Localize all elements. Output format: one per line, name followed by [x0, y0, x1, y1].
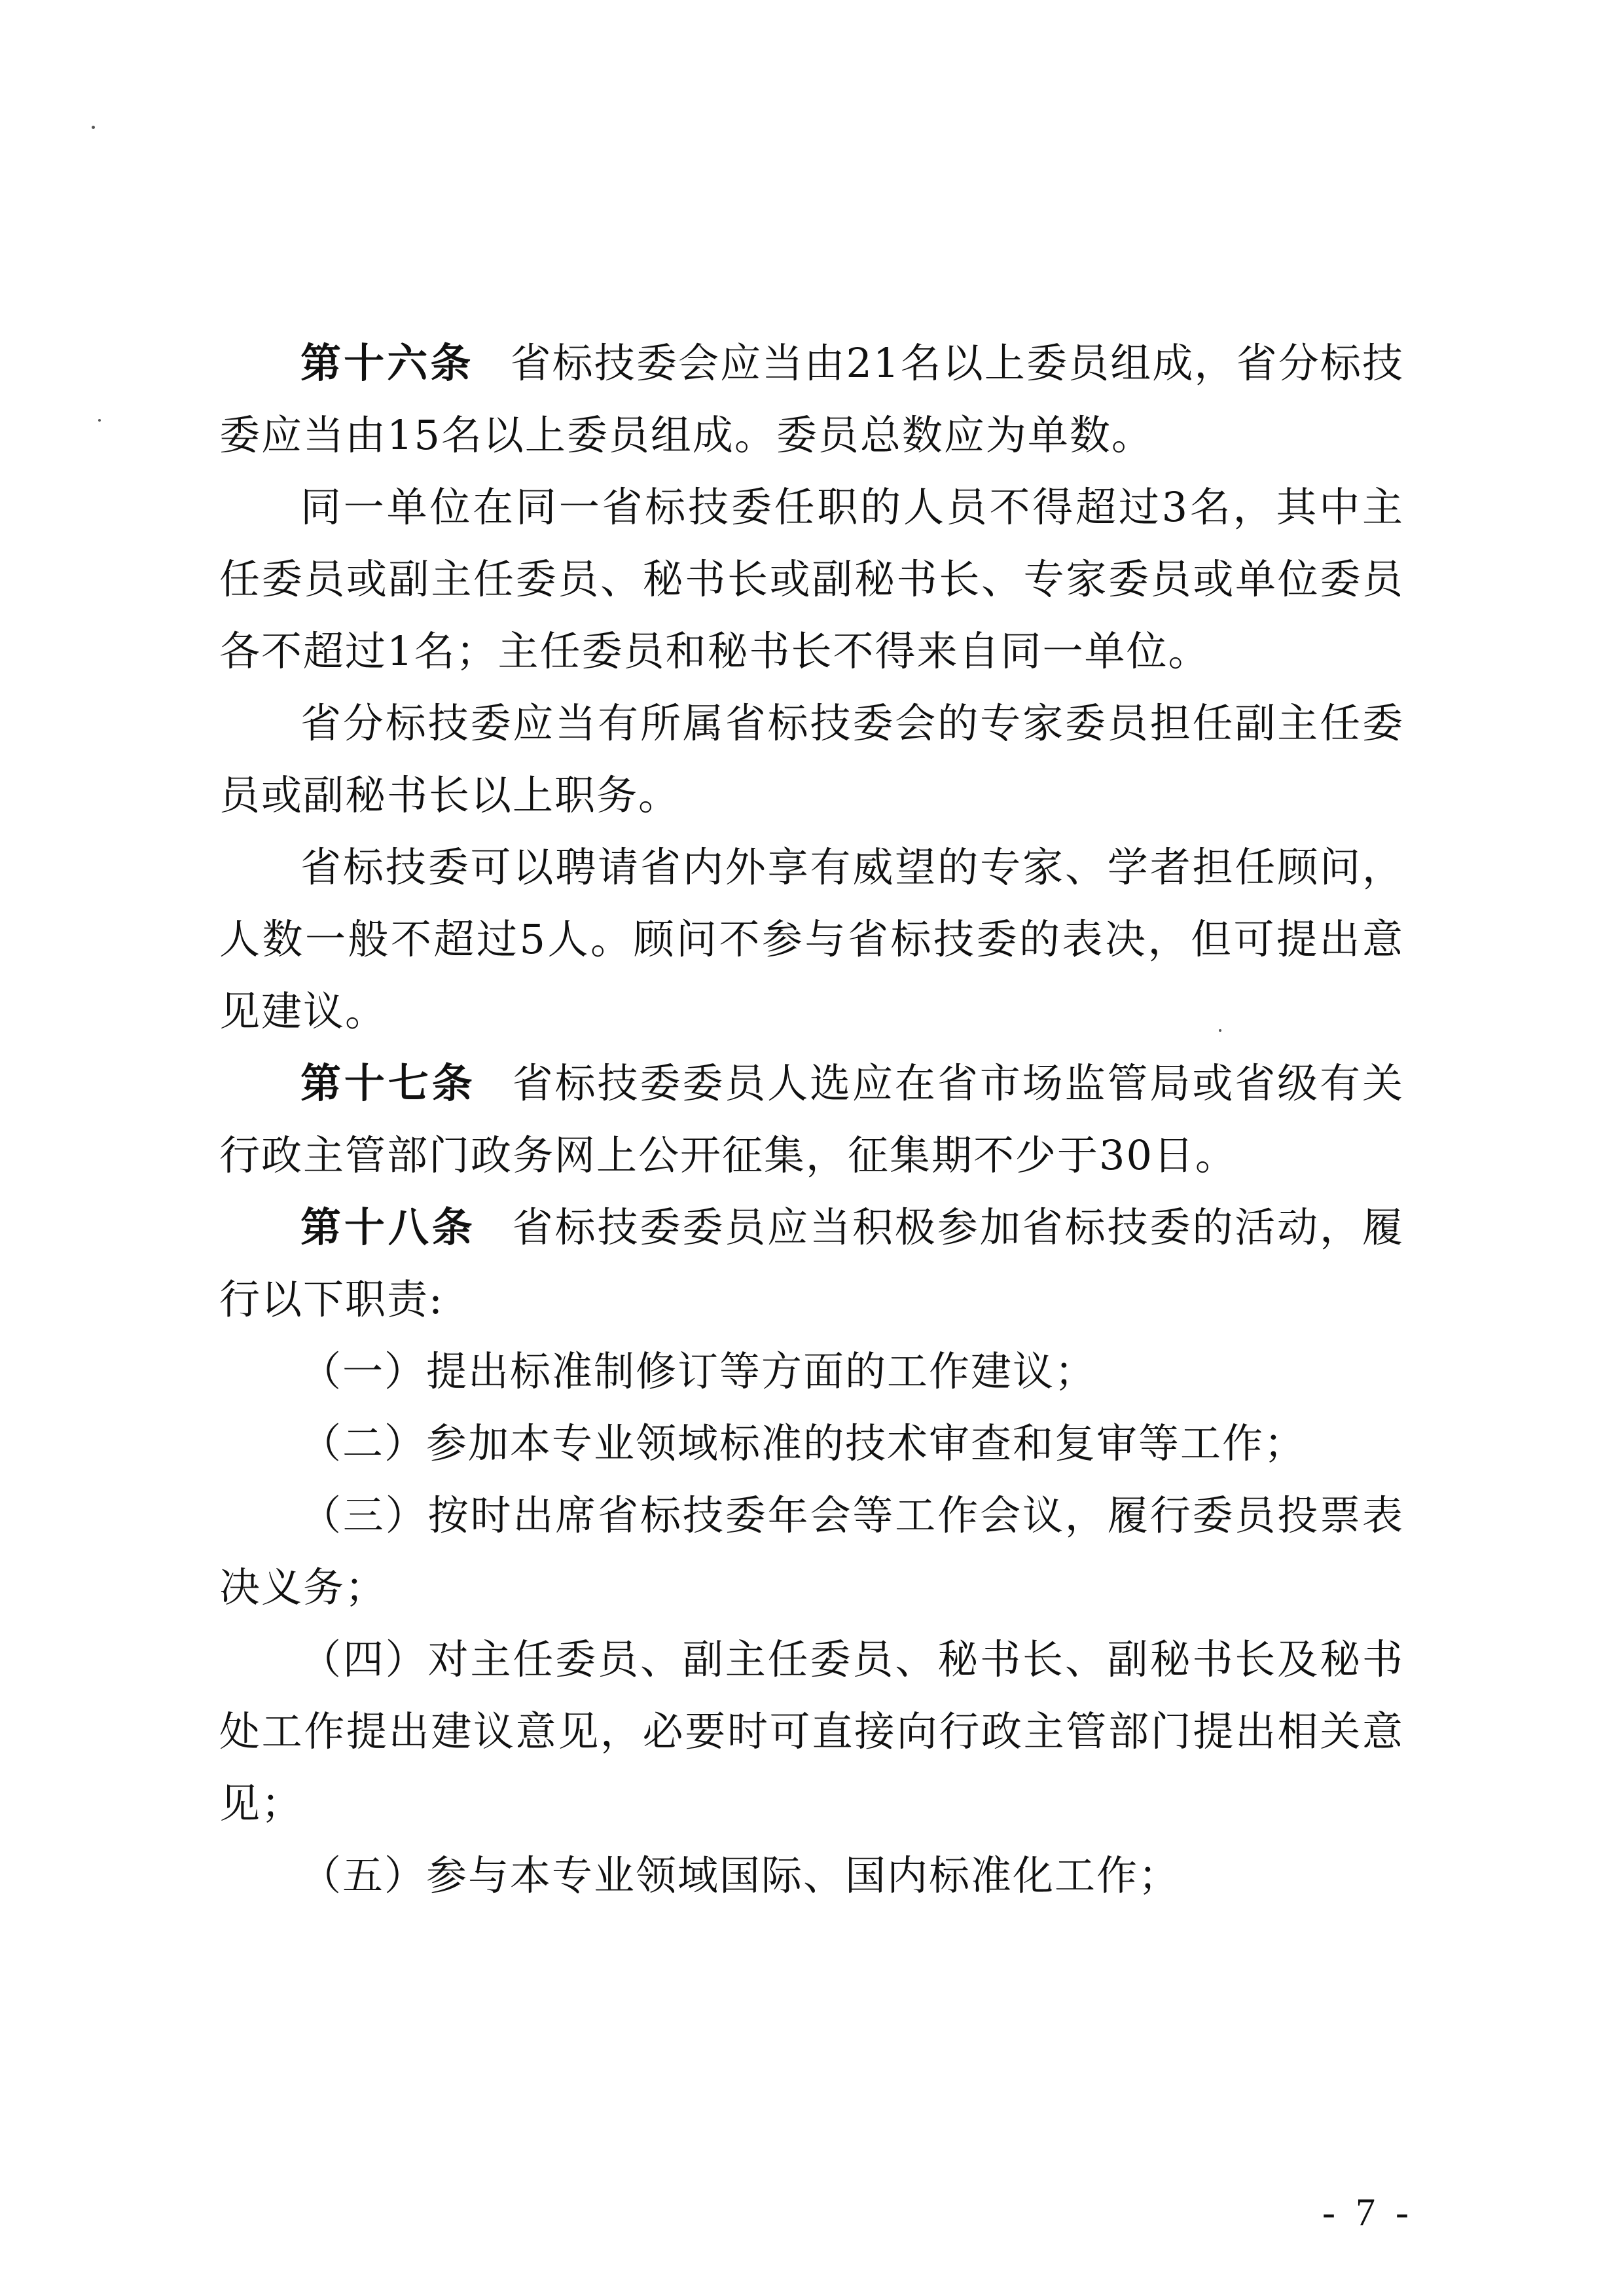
article-16-paragraph-2: 同一单位在同一省标技委任职的人员不得超过3名，其中主任委员或副主任委员、秘书长或副秘书长、专家委员或单位委员各不超过1名；主任委员和秘书长不得来自同一单位。 — [219, 483, 1404, 675]
scan-speck — [98, 419, 101, 422]
article-17-text: 省标技委委员人选应在省市场监管局或省级有关行政主管部门政务网上公开征集，征集期不少于30日。 — [219, 1059, 1404, 1179]
article-16-label: 第十六条 — [300, 339, 474, 387]
scan-speck — [92, 126, 95, 129]
article-18-label: 第十八条 — [300, 1203, 476, 1251]
document-body — [219, 327, 1404, 1912]
article-16-paragraph — [219, 327, 1404, 471]
article-18-text: 省标技委委员应当积极参加省标技委的活动，履行以下职责: — [219, 1203, 1404, 1323]
duty-item-3: （三）按时出席省标技委年会等工作会议，履行委员投票表决义务； — [219, 1491, 1404, 1611]
article-16-text: 省标技委会应当由21名以上委员组成，省分标技委应当由15名以上委员组成。委员总数应为单数。 — [219, 339, 1404, 459]
article-18-paragraph — [219, 1192, 1404, 1336]
duty-item-4: （四）对主任委员、副主任委员、秘书长、副秘书长及秘书处工作提出建议意见，必要时可直接向行政主管部门提出相关意见； — [219, 1635, 1404, 1827]
article-17-label: 第十七条 — [300, 1059, 476, 1107]
article-16-paragraph-3: 省分标技委应当有所属省标技委会的专家委员担任副主任委员或副秘书长以上职务。 — [219, 699, 1404, 819]
article-16-paragraph-4: 省标技委可以聘请省内外享有威望的专家、学者担任顾问，人数一般不超过5人。顾问不参与省标技委的表决，但可提出意见建议。 — [219, 843, 1404, 1035]
duty-item-2: （二）参加本专业领域标准的技术审查和复审等工作； — [300, 1419, 1307, 1467]
duty-item-5: （五）参与本专业领域国际、国内标准化工作； — [300, 1851, 1181, 1899]
article-17-paragraph — [219, 1048, 1404, 1192]
duty-item-1: （一）提出标准制修订等方面的工作建议； — [300, 1347, 1097, 1395]
page-number: - 7 - — [1322, 2191, 1414, 2234]
